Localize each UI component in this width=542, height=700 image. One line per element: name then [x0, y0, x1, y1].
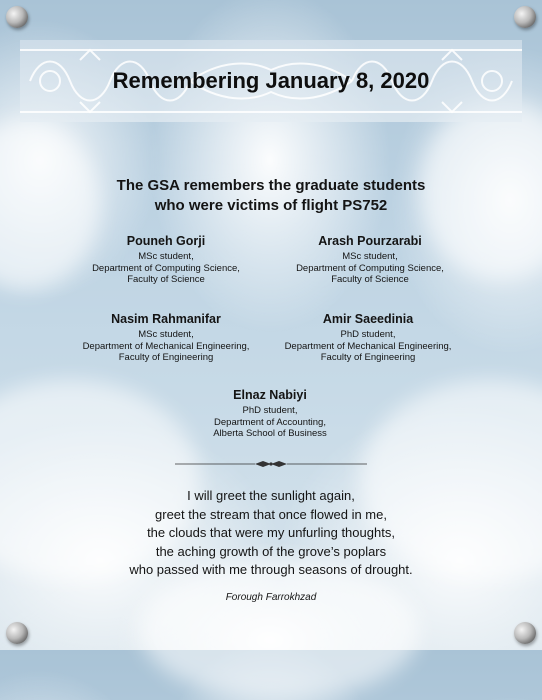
poem-line: who passed with me through seasons of drought. — [129, 562, 413, 577]
poem-line: greet the stream that once flowed in me, — [155, 506, 387, 522]
person-name: Amir Saeedinia — [322, 312, 414, 326]
person-department: Department of Accounting, — [214, 416, 326, 428]
screw-head-icon — [514, 622, 536, 644]
cloud — [140, 560, 420, 700]
poem-line: I will greet the sunlight again, — [187, 488, 355, 503]
person-role: MSc student, — [138, 251, 194, 262]
person-department: Department of Computing Science, — [92, 262, 240, 274]
ornamental-divider-icon — [175, 459, 367, 469]
screw-head-icon — [6, 622, 28, 644]
person-name: Nasim Rahmanifar — [111, 312, 221, 326]
person-faculty: Faculty of Engineering — [118, 352, 214, 363]
person-name: Elnaz Nabiyi — [233, 388, 307, 402]
poem — [0, 487, 542, 580]
subtitle-line: The GSA remembers the graduate students — [116, 177, 426, 194]
subtitle — [0, 176, 542, 216]
memorial-entry — [56, 311, 276, 364]
person-faculty: Faculty of Science — [127, 274, 205, 285]
person-faculty: Faculty of Science — [331, 274, 409, 285]
subtitle-line: who were victims of flight PS752 — [154, 197, 388, 214]
person-role: MSc student, — [138, 329, 194, 340]
person-name: Pouneh Gorji — [126, 234, 206, 248]
memorial-entry — [260, 233, 480, 286]
screw-head-icon — [514, 6, 536, 28]
memorial-entry — [258, 311, 478, 364]
person-role: PhD student, — [242, 405, 298, 416]
page-title: Remembering January 8, 2020 — [112, 68, 430, 93]
person-role: MSc student, — [342, 251, 398, 262]
person-department: Department of Mechanical Engineering, — [284, 340, 452, 352]
person-department: Department of Computing Science, — [296, 262, 444, 274]
person-department: Department of Mechanical Engineering, — [82, 340, 250, 352]
person-faculty: Alberta School of Business — [213, 428, 327, 439]
poem-line: the clouds that were my unfurling thoughts, — [147, 525, 395, 540]
memorial-entry — [56, 233, 276, 286]
person-role: PhD student, — [340, 329, 396, 340]
poem-author: Forough Farrokhzad — [225, 592, 317, 603]
person-faculty: Faculty of Engineering — [320, 352, 416, 363]
memorial-entry — [160, 387, 380, 440]
person-name: Arash Pourzarabi — [318, 234, 422, 248]
poem-line: the aching growth of the grove’s poplars — [155, 543, 387, 559]
screw-head-icon — [6, 6, 28, 28]
